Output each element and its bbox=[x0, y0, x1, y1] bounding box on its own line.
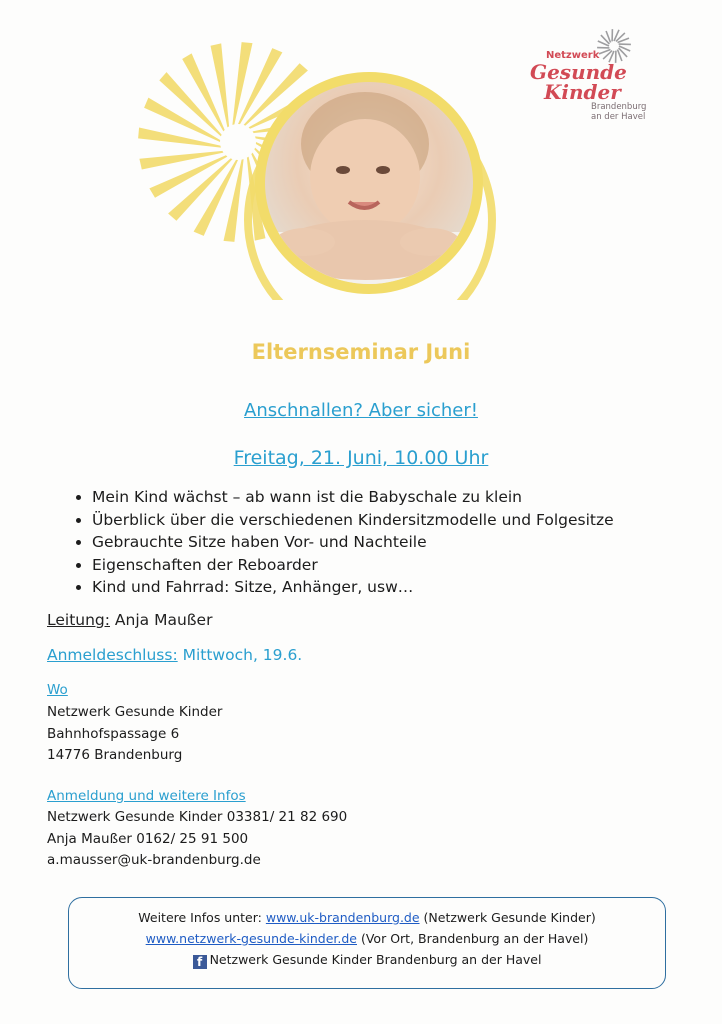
anmeldeschluss-row bbox=[47, 646, 302, 664]
logo-city-line2: an der Havel bbox=[591, 112, 646, 122]
anmeldung-heading: Anmeldung und weitere Infos bbox=[47, 788, 246, 804]
address-line: Netzwerk Gesunde Kinder bbox=[47, 704, 223, 720]
seminar-subtitle: Anschnallen? Aber sicher! bbox=[244, 400, 478, 421]
wo-address bbox=[47, 702, 222, 767]
info-suffix-1: (Netzwerk Gesunde Kinder) bbox=[419, 910, 596, 925]
logo-word-gesunde: Gesunde bbox=[530, 60, 627, 84]
topic-item: • Kind und Fahrrad: Sitze, Anhänger, usw… bbox=[92, 576, 614, 599]
baby-illustration bbox=[265, 82, 473, 284]
topic-list bbox=[62, 486, 614, 599]
leitung-value: Anja Maußer bbox=[110, 611, 213, 629]
logo-city-line1: Brandenburg bbox=[591, 102, 647, 112]
info-suffix-2: (Vor Ort, Brandenburg an der Havel) bbox=[357, 931, 589, 946]
anmeldeschluss-value: Mittwoch, 19.6. bbox=[177, 646, 303, 664]
uk-brandenburg-link[interactable]: www.uk-brandenburg.de bbox=[265, 910, 420, 925]
sun-ray bbox=[224, 159, 244, 242]
topic-item: • Überblick über die verschiedenen Kindersitzmodelle und Folgesitze bbox=[92, 509, 614, 532]
topic-item: • Mein Kind wächst – ab wann ist die Babyschale zu klein bbox=[92, 486, 614, 509]
topic-item: • Eigenschaften der Reboarder bbox=[92, 554, 614, 577]
netzwerk-link[interactable]: www.netzwerk-gesunde-kinder.de bbox=[145, 931, 357, 946]
page-title: Elternseminar Juni bbox=[251, 340, 471, 364]
contact-line: Anja Maußer 0162/ 25 91 500 bbox=[47, 830, 249, 847]
leitung-row bbox=[47, 611, 212, 629]
address-line: 14776 Brandenburg bbox=[47, 747, 183, 763]
info-line-3 bbox=[69, 949, 665, 970]
seminar-date: Freitag, 21. Juni, 10.00 Uhr bbox=[233, 447, 489, 469]
sun-ray bbox=[232, 42, 252, 125]
netzwerk-gesunde-kinder-logo bbox=[520, 22, 650, 132]
logo-word-kinder: Kinder bbox=[544, 80, 621, 104]
anmeldeschluss-label: Anmeldeschluss: bbox=[47, 646, 178, 664]
logo-network-label: Netzwerk bbox=[546, 50, 600, 61]
leitung-label: Leitung: bbox=[47, 611, 110, 629]
wo-heading: Wo bbox=[47, 682, 68, 698]
baby-photo bbox=[255, 72, 483, 294]
info-line-1 bbox=[69, 907, 665, 928]
sun-ray bbox=[211, 43, 230, 127]
contact-line: Netzwerk Gesunde Kinder 03381/ 21 82 690 bbox=[47, 809, 348, 825]
facebook-icon[interactable]: f bbox=[193, 955, 207, 969]
anmeldung-contacts bbox=[47, 807, 347, 872]
info-prefix: Weitere Infos unter: bbox=[138, 910, 266, 925]
sun-ray bbox=[138, 128, 221, 148]
topic-item: • Gebrauchte Sitze haben Vor- und Nachteile bbox=[92, 531, 614, 554]
address-line: Bahnhofspassage 6 bbox=[47, 725, 180, 742]
sun-ray bbox=[139, 151, 223, 170]
contact-email[interactable]: a.mausser@uk-brandenburg.de bbox=[47, 852, 261, 868]
info-box bbox=[68, 897, 666, 989]
facebook-page-name[interactable]: Netzwerk Gesunde Kinder Brandenburg an der Havel bbox=[209, 952, 542, 967]
info-line-2 bbox=[69, 928, 665, 949]
